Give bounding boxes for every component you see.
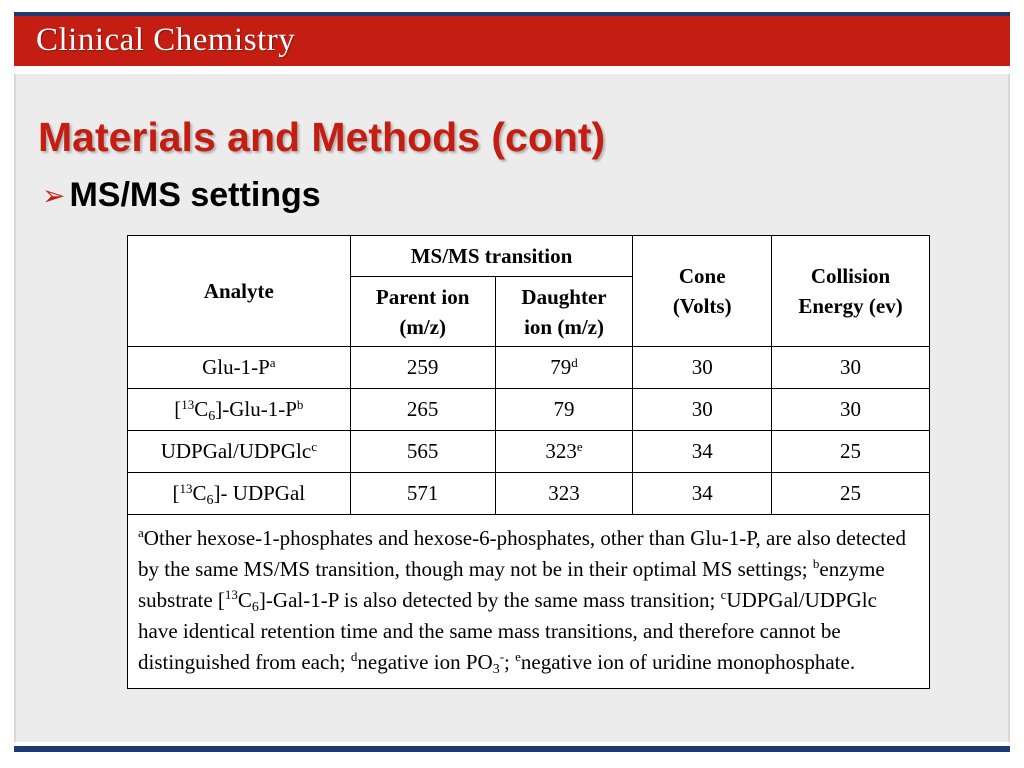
slide-heading: Materials and Methods (cont) [38,114,606,160]
cell-analyte: $[^{13}C_6]-Glu-1-P^b$ [128,389,351,431]
cell-daughter-ion: 323e [495,431,633,473]
cell-parent-ion: 265 [350,389,495,431]
table-footnote: $^a$Other hexose-1-phosphates and hexose-6-phosphates, other than Glu-1-P, are also detected by the same MS/MS transition, though may not be in their optimal MS settings; $^b$enzyme substrate $[^{13}C_6]-Gal-1-P$ is also detected by the same mass transition; $^c$UDPGal/UDPGlc have identical retention time and the same mass transitions, and therefore cannot be distinguished from each; $^d$negative ion $PO_3^-$; $^e$negative ion of uridine monophosphate. [128,515,930,689]
cell-analyte: $[^{13}C_6]-$ UDPGal [128,473,351,515]
cell-collision-energy: 25 [772,473,930,515]
cell-collision-energy: 25 [772,431,930,473]
cell-collision-energy: 30 [772,347,930,389]
cell-daughter-ion: 79 [495,389,633,431]
cell-daughter-ion: 79$^d$ [495,347,633,389]
table-row [128,347,930,389]
cell-parent-ion: 259 [350,347,495,389]
ms-settings-table [127,235,930,689]
table-row [128,431,930,473]
arrow-right-icon: ➢ [42,180,66,211]
cell-cone: 30 [633,347,772,389]
cell-daughter-ion: 323 [495,473,633,515]
cell-cone: 34 [633,473,772,515]
header-bar [14,16,1010,66]
table-footnote-row [128,515,930,689]
table-header-row [128,236,930,277]
footer-rule [14,746,1010,752]
cell-parent-ion: 571 [350,473,495,515]
cell-cone: 30 [633,389,772,431]
header-transition: MS/MS transition [350,236,633,277]
bullet-item [42,176,321,215]
cell-analyte: UDPGal/UDPGlc$^c$ [128,431,351,473]
bullet-text: MS/MS settings [69,176,321,214]
cell-parent-ion: 565 [350,431,495,473]
table-row [128,389,930,431]
cell-collision-energy: 30 [772,389,930,431]
header-collision-energy: Collision Energy (ev) [772,236,930,347]
cell-cone: 34 [633,431,772,473]
header-cone: Cone (Volts) [633,236,772,347]
table-row [128,473,930,515]
header-analyte: Analyte [128,236,351,347]
header-parent-ion: Parent ion (m/z) [350,277,495,347]
journal-title: Clinical Chemistry [36,22,296,58]
header-daughter-ion: Daughter ion (m/z) [495,277,633,347]
cell-analyte: Glu-$1-P^a$ [128,347,351,389]
